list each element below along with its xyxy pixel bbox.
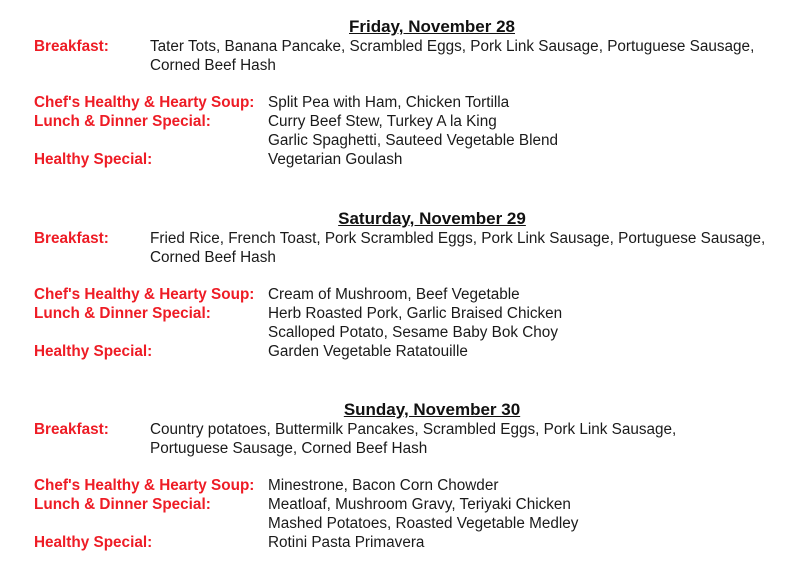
day-title: Saturday, November 29 xyxy=(338,209,526,228)
day-section xyxy=(0,400,810,560)
healthy-special-label: Healthy Special: xyxy=(34,151,153,168)
day-title: Friday, November 28 xyxy=(349,17,515,36)
lunch-dinner-items-continued: Scalloped Potato, Sesame Baby Bok Choy xyxy=(268,324,558,341)
lunch-dinner-items-continued: Mashed Potatoes, Roasted Vegetable Medley xyxy=(268,515,579,532)
healthy-special-items: Rotini Pasta Primavera xyxy=(268,534,425,551)
breakfast-items-continued: Portuguese Sausage, Corned Beef Hash xyxy=(150,440,428,457)
lunch-dinner-items-continued: Garlic Spaghetti, Sauteed Vegetable Blend xyxy=(268,132,558,149)
lunch-dinner-items: Meatloaf, Mushroom Gravy, Teriyaki Chicken xyxy=(268,496,571,513)
healthy-special-label: Healthy Special: xyxy=(34,534,153,551)
lunch-dinner-label: Lunch & Dinner Special: xyxy=(34,496,211,513)
breakfast-row-continued xyxy=(0,56,810,75)
soup-row xyxy=(0,285,810,304)
breakfast-items: Country potatoes, Buttermilk Pancakes, Scrambled Eggs, Pork Link Sausage, xyxy=(150,421,677,438)
lunch-dinner-row-continued xyxy=(0,323,810,342)
breakfast-row-continued xyxy=(0,439,810,458)
soup-row xyxy=(0,93,810,112)
breakfast-label: Breakfast: xyxy=(34,421,109,438)
breakfast-items: Fried Rice, French Toast, Pork Scrambled Eggs, Pork Link Sausage, Portuguese Sausage, xyxy=(150,230,766,247)
breakfast-row xyxy=(0,37,810,56)
breakfast-items-continued: Corned Beef Hash xyxy=(150,249,276,266)
breakfast-items: Tater Tots, Banana Pancake, Scrambled Eggs, Pork Link Sausage, Portuguese Sausage, xyxy=(150,38,755,55)
breakfast-label: Breakfast: xyxy=(34,38,109,55)
breakfast-row xyxy=(0,229,810,248)
lunch-dinner-row xyxy=(0,304,810,323)
breakfast-row-continued xyxy=(0,248,810,267)
lunch-dinner-row-continued xyxy=(0,514,810,533)
healthy-special-row xyxy=(0,342,810,361)
soup-row xyxy=(0,476,810,495)
lunch-dinner-items: Curry Beef Stew, Turkey A la King xyxy=(268,113,497,130)
lunch-dinner-row xyxy=(0,495,810,514)
day-section xyxy=(0,17,810,177)
lunch-dinner-row-continued xyxy=(0,131,810,150)
breakfast-row xyxy=(0,420,810,439)
soup-label: Chef's Healthy & Hearty Soup: xyxy=(34,286,255,303)
healthy-special-items: Vegetarian Goulash xyxy=(268,151,403,168)
soup-items: Minestrone, Bacon Corn Chowder xyxy=(268,477,499,494)
lunch-dinner-label: Lunch & Dinner Special: xyxy=(34,305,211,322)
lunch-dinner-row xyxy=(0,112,810,131)
soup-label: Chef's Healthy & Hearty Soup: xyxy=(34,94,255,111)
healthy-special-row xyxy=(0,150,810,169)
healthy-special-row xyxy=(0,533,810,552)
healthy-special-label: Healthy Special: xyxy=(34,343,153,360)
day-title: Sunday, November 30 xyxy=(343,400,521,419)
day-section xyxy=(0,209,810,369)
breakfast-label: Breakfast: xyxy=(34,230,109,247)
lunch-dinner-label: Lunch & Dinner Special: xyxy=(34,113,211,130)
healthy-special-items: Garden Vegetable Ratatouille xyxy=(268,343,468,360)
soup-items: Split Pea with Ham, Chicken Tortilla xyxy=(268,94,510,111)
soup-label: Chef's Healthy & Hearty Soup: xyxy=(34,477,255,494)
lunch-dinner-items: Herb Roasted Pork, Garlic Braised Chicken xyxy=(268,305,563,322)
breakfast-items-continued: Corned Beef Hash xyxy=(150,57,276,74)
soup-items: Cream of Mushroom, Beef Vegetable xyxy=(268,286,520,303)
